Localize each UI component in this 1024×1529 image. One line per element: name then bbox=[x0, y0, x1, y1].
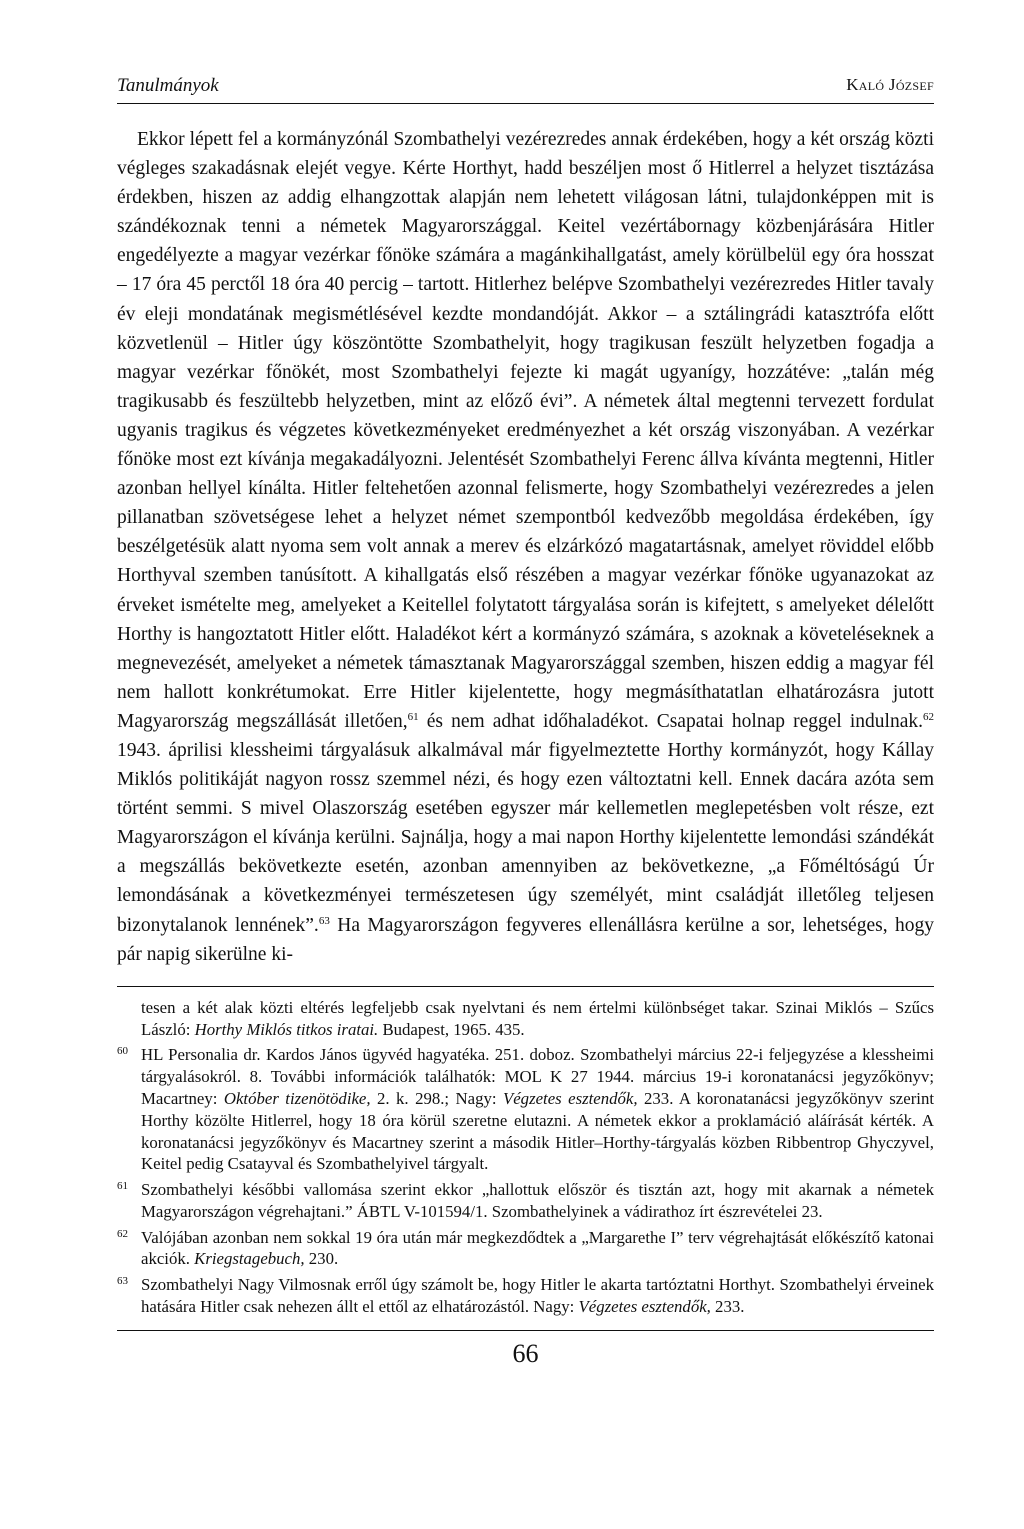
footnote-text: 233. bbox=[710, 1297, 745, 1317]
footnote-63 bbox=[117, 1274, 934, 1318]
footnote-title: Október tizenötödike, bbox=[223, 1088, 371, 1108]
footnote-title: Végzetes esztendők, bbox=[578, 1297, 711, 1317]
footnotes bbox=[117, 997, 934, 1318]
footnote-ref-61[interactable]: 61 bbox=[407, 710, 419, 723]
main-text bbox=[117, 125, 934, 969]
body-text-3: 1943. áprilisi klessheimi tárgyalásuk alkalmával már figyelmeztette Horthy kormányzót, hogy Kállay Miklós politikáját nagyon rossz szemmel nézi, és hogy ezen változtatni kell. Ennek dacára azóta sem történt semmi. S mivel Olaszország esetében egyszer már kellemetlen meglepetésben volt része, ezt Magyarországon el kívánja kerülni. Sajnálja, hogy a mai napon Horthy kijelentette lemondási szándékát a megszállás bekövetkezte esetén, azonban amennyiben az bekövetkezne, „a Főméltóságú Úr lemondásának a következményei természetesen úgy személyét, mint családját illetőleg teljesen bizonytalanok lennének”. bbox=[117, 739, 934, 936]
bottom-rule bbox=[117, 1330, 934, 1331]
body-text-2: és nem adhat időhaladékot. Csapatai holnap reggel indulnak. bbox=[418, 710, 923, 732]
footnote-number: 62 bbox=[117, 1227, 128, 1240]
footnote-text: Valójában azonban nem sokkal 19 óra után már megkezdődtek a „Margarethe I” terv végrehajtását előkészítő katonai akciók. bbox=[141, 1227, 934, 1269]
footnote-text: 2. k. 298.; Nagy: bbox=[370, 1088, 503, 1108]
footnote-separator bbox=[117, 986, 934, 987]
footnote-title: Végzetes esztendők, bbox=[502, 1088, 638, 1108]
author-name: Kaló József bbox=[846, 75, 934, 94]
footnote-text: Budapest, 1965. 435. bbox=[378, 1019, 525, 1039]
footnote-continuation bbox=[117, 997, 934, 1041]
footnote-60 bbox=[117, 1044, 934, 1175]
footnote-number: 63 bbox=[117, 1275, 128, 1288]
footnote-title: Kriegstagebuch, bbox=[194, 1249, 305, 1269]
footnote-text: Szombathelyi későbbi vallomása szerint ekkor „hallottuk először és tisztán azt, hogy mit akarnak a németek Magyarországon végrehajtani.” ÁBTL V-101594/1. Szombathelyinek a vádirathoz írt észrevételei 23. bbox=[141, 1180, 934, 1221]
footnote-text: HL Personalia dr. Kardos János ügyvéd hagyatéka. 251. doboz. Szombathelyi március 22-i feljegyzése a klessheimi tárgyalásokról. 8. További információk találhatók: MOL K 27 1944. március 19-i koronatanácsi jegyzőkönyv; Macartney: bbox=[141, 1045, 934, 1108]
body-text-4: Ha Magyarországon fegyveres ellenállásra kerülne a sor, lehetséges, hogy pár napig sikerülne ki- bbox=[117, 914, 934, 965]
footnote-61 bbox=[117, 1179, 934, 1223]
body-paragraph bbox=[117, 125, 934, 969]
footnote-number: 60 bbox=[117, 1045, 128, 1058]
footnote-62 bbox=[117, 1227, 934, 1271]
footnote-ref-63[interactable]: 63 bbox=[318, 914, 330, 927]
page-number: 66 bbox=[512, 1338, 539, 1368]
body-text-1: Ekkor lépett fel a kormányzónál Szombathelyi vezérezredes annak érdekében, hogy a két ország közti végleges szakadásnak elejét vegye. Kérte Horthyt, hadd beszéljen most ő Hitlerrel a helyzet tisztázása érdekben, hiszen az addig elhangzottak alapján nem lehetett világosan látni, tulajdonképpen mit is szándékoznak tenni a németek Magyarországgal. Keitel vezértábornagy közbenjárására Hitler engedélyezte a magyar vezérkar főnöke számára a magánkihallgatást, amely körülbelül egy óra hosszat – 17 óra 45 perctől 18 óra 40 percig – tartott. Hitlerhez belépve Szombathelyi vezérezredes Hitler tavaly év eleji mondatának megismétlésével kezdte mondandóját. Akkor – a sztálingrádi katasztrófa előtt közvetlenül – Hitler úgy köszöntötte Szombathelyit, hogy tragikusan feszült helyzetben fogadja a magyar vezérkar főnökét, most Szombathelyi fejezte ki magát ugyanígy, hozzátéve: „talán még tragikusabb és feszültebb helyzetben, mint az előző évi”. A németek által megtenni tervezett fordulat ugyanis tragikus és végzetes következményeket eredményezhet a két ország viszonyában. A vezérkar főnöke most ezt kívánja megakadályozni. Jelentését Szombathelyi Ferenc állva kívánta megtenni, Hitler azonban hellyel kínálta. Hitler feltehetően azonnal felismerte, hogy Szombathelyi vezérezredes a jelen pillanatban szövetségese lehet a helyzet német szempontból kedvezőbb megoldása érdekében, így beszélgetésük alatt nyoma sem volt annak a merev és elzárkózó magatartásnak, amelyet röviddel előbb Horthyval szemben tanúsított. A kihallgatás első részében a magyar vezérkar főnöke ugyanazokat az érveket ismételte meg, amelyeket a Keitellel folytatott tárgyalása során is kifejtett, s amelyeket délelőtt Horthy is hangoztatott Hitler előtt. Haladékot kért a kormányzó számára, s azoknak a követeléseknek a megnevezését, amelyeket a németek támasztanak Magyarországgal szemben, hiszen eddig a magyar fél nem hallott konkrétumokat. Erre Hitler kijelentette, hogy megmásíthatatlan elhatározásra jutott Magyarország megszállását illetően, bbox=[117, 129, 934, 732]
footnote-text: 230. bbox=[304, 1249, 339, 1269]
footnote-number: 61 bbox=[117, 1180, 128, 1193]
footnote-title: Horthy Miklós titkos iratai. bbox=[194, 1019, 379, 1039]
footnote-text: tesen a két alak közti eltérés legfeljebb csak nyelvtani és nem értelmi különbséget takar. Szinai Miklós – Szűcs László: bbox=[141, 997, 934, 1039]
footnote-text: 233. A koronatanácsi jegyzőkönyv szerint Horthy közölte Hitlerrel, hogy 18 óra körül szeretne elutazni. A németek ekkor a proklamáció aláírását kérték. A koronatanácsi jegyzőkönyv és Macartney szerint a második Hitler–Horthy-tárgyalás közben Ribbentrop Ghyczyvel, Keitel pedig Csatayval és Szombathelyivel tárgyalt. bbox=[141, 1088, 935, 1174]
journal-page bbox=[117, 75, 934, 1369]
footnote-text: Szombathelyi Nagy Vilmosnak erről úgy számolt be, hogy Hitler le akarta tartóztatni Horthyt. Szombathelyi érveinek hatására Hitler csak nehezen állt el ettől az elhatározástól. Nagy: bbox=[141, 1275, 934, 1317]
footnote-ref-62[interactable]: 62 bbox=[923, 710, 934, 723]
section-title: Tanulmányok bbox=[117, 75, 219, 96]
running-header bbox=[117, 75, 934, 104]
